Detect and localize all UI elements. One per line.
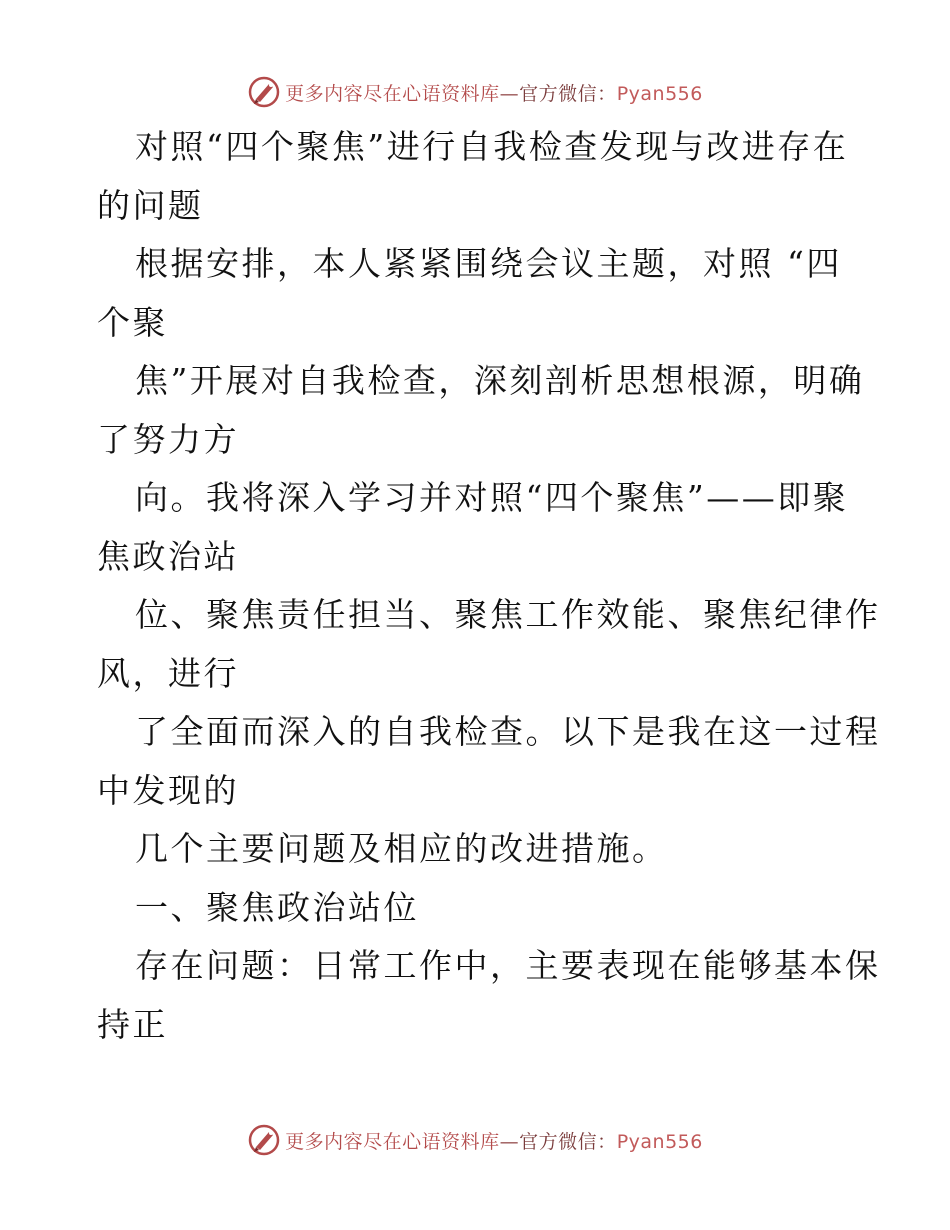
body-text-line: 了努力方 <box>97 419 239 459</box>
body-text-line: 几个主要问题及相应的改进措施。 <box>135 829 668 868</box>
document-body <box>97 118 881 1054</box>
watermark-handle: Pyan556 <box>616 82 703 105</box>
body-text-line: 焦政治站 <box>97 536 239 576</box>
footer-watermark <box>0 1120 950 1160</box>
watermark-text <box>285 79 703 106</box>
header-watermark <box>0 72 950 112</box>
body-text-line: 存在问题：日常工作中，主要表现在能够基本保 <box>135 946 881 985</box>
body-text-line: 风，进行 <box>97 653 239 693</box>
body-text-line: 焦”开展对自我检查，深刻剖析思想根源，明确 <box>135 361 865 400</box>
body-text-line: 一、聚焦政治站位 <box>135 887 419 927</box>
watermark-wechat-label: 官方微信： <box>519 1130 617 1153</box>
watermark-dash: — <box>499 82 520 105</box>
watermark-brand: 更多内容尽在心语资料库 <box>285 82 500 105</box>
body-text-line: 根据安排，本人紧紧围绕会议主题，对照 “四 <box>135 244 842 283</box>
body-text-line: 位、聚焦责任担当、聚焦工作效能、聚焦纪律作 <box>135 595 881 634</box>
body-text-line: 的问题 <box>97 185 204 225</box>
body-text-line: 持正 <box>97 1004 168 1044</box>
watermark-dash: — <box>499 1130 520 1153</box>
watermark-handle: Pyan556 <box>616 1130 703 1153</box>
body-text-line: 个聚 <box>97 302 168 342</box>
watermark-text <box>285 1127 703 1154</box>
watermark-wechat-label: 官方微信： <box>519 82 617 105</box>
body-text-line: 对照“四个聚焦”进行自我检查发现与改进存在 <box>135 127 849 166</box>
watermark-brand: 更多内容尽在心语资料库 <box>285 1130 500 1153</box>
body-text-line: 中发现的 <box>97 770 239 810</box>
pen-logo-icon <box>247 1123 281 1157</box>
body-text-line: 向。我将深入学习并对照“四个聚焦”——即聚 <box>135 478 849 517</box>
pen-logo-icon <box>247 75 281 109</box>
body-text-line: 了全面而深入的自我检查。以下是我在这一过程 <box>135 712 881 751</box>
